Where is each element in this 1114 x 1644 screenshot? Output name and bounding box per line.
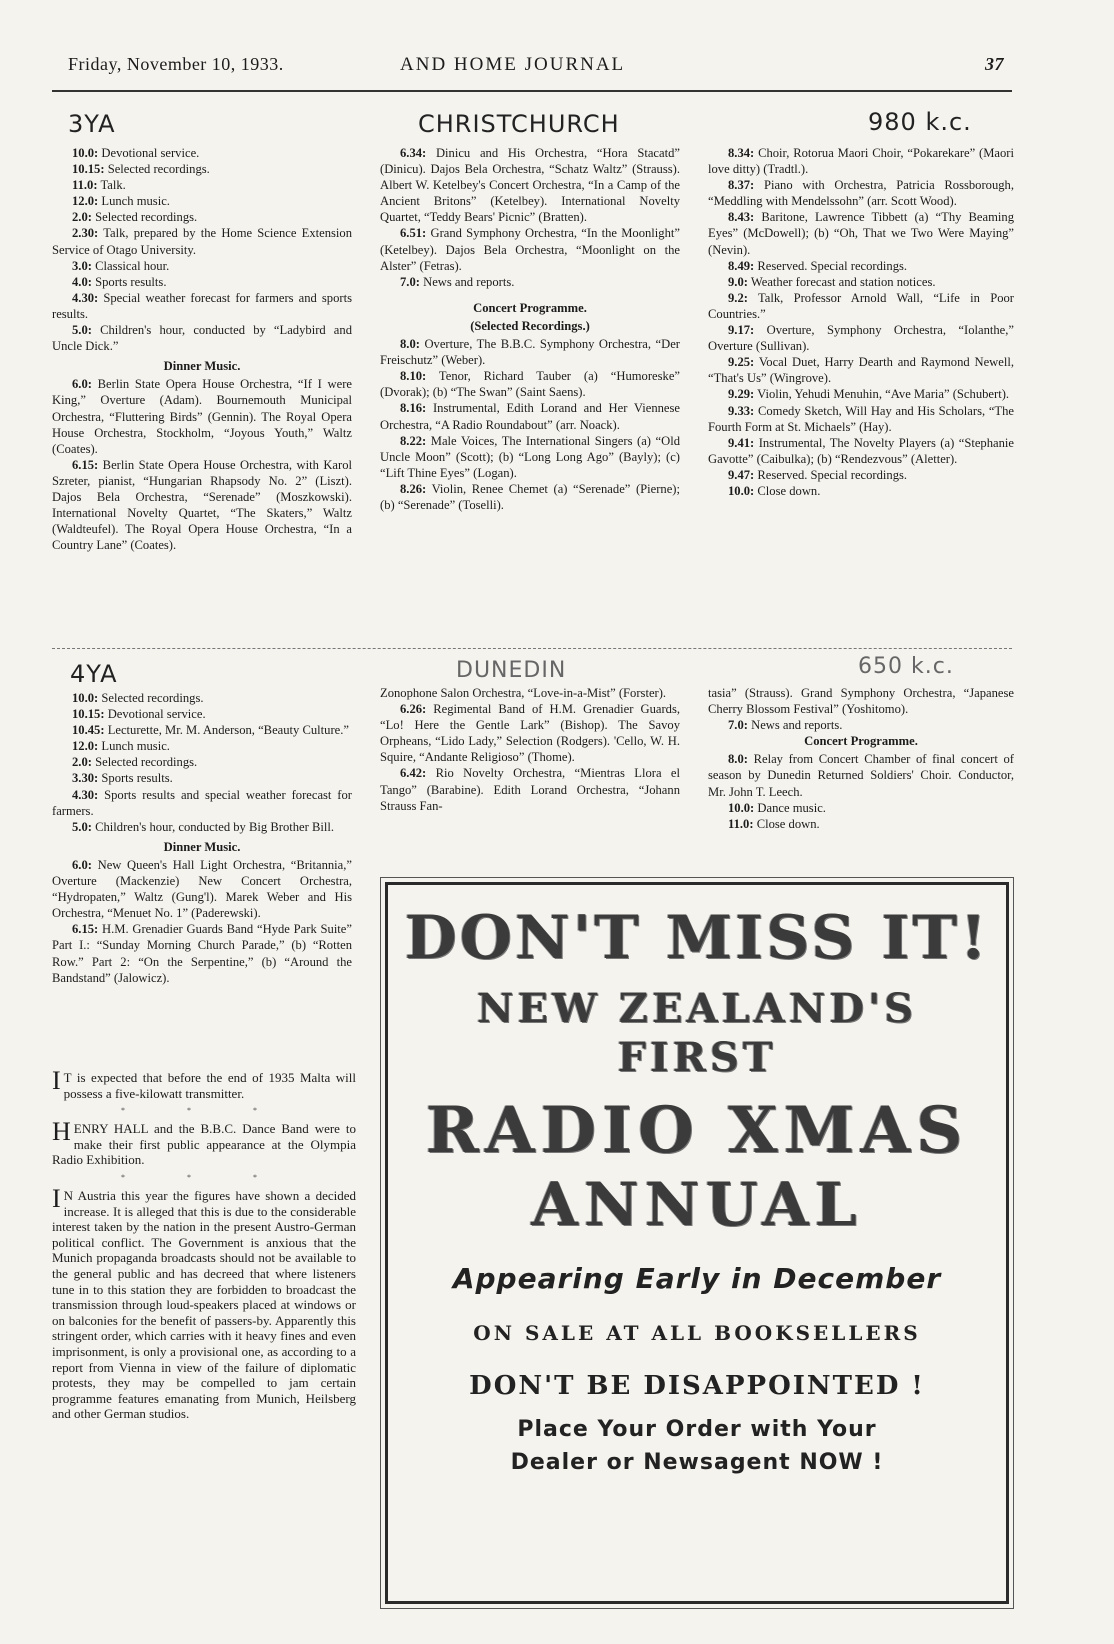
programme-text: Sports results. <box>101 771 173 786</box>
dunedin-dinner-heading: Dinner Music. <box>163 839 241 854</box>
programme-text: Relay from Concert Chamber of final concert of season by Dunedin Returned Soldiers' Choir. Conductor, Mr. John T. Leech. <box>708 752 1014 799</box>
news-austria: I N Austria this year the figures have shown a decided increase. It is alleged that this is due to the considerable interest taken by the nation in the present Austro-German political conflict. The Government is anxious that the Munich propaganda broadcasts should not be available to the general public and has decreed that where listeners tune in to this station they are forbidden to broadcast the transmission through loud-speakers placed at windows or on balconies for the benefit of passers-by. Apparently this stringent order, which carries with it heavy fines and even imprisonment, is only a provisional one, as according to a report from Vienna in view of the failure of diplomatic protests, they may be compelled to jam certain programme features emanating from Munich, Heilsberg and other German studios. <box>52 1183 356 1422</box>
programme-text: Special weather forecast for farmers and sports results. <box>52 290 352 321</box>
programme-text: News and reports. <box>751 718 843 733</box>
programme-time: 8.49: <box>728 258 755 273</box>
christchurch-frequency: 980 k.c. <box>868 108 972 136</box>
programme-item <box>380 336 680 368</box>
programme-item <box>52 738 352 754</box>
programme-text: Children's hour, conducted by “Ladybird and Uncle Dick.” <box>52 323 352 354</box>
programme-text: Devotional service. <box>107 707 206 722</box>
programme-item <box>52 722 352 738</box>
programme-item <box>52 209 352 225</box>
programme-text: Piano with Orchestra, Patricia Rossborough, “Meddling with Mendelssohn” (arr. Scott Wood). <box>708 178 1014 209</box>
programme-time: 6.51: <box>400 226 427 241</box>
news-malta: I T is expected that before the end of 1935 Malta will possess a five-kilowatt transmitter. <box>52 1066 356 1101</box>
programme-item <box>380 368 680 400</box>
programme-time: 4.30: <box>72 290 99 305</box>
programme-item <box>380 433 680 481</box>
programme-text: Selected recordings. <box>95 755 198 770</box>
christchurch-col2b-list <box>380 336 680 513</box>
programme-text: Sports results and special weather forecast for farmers. <box>52 787 352 818</box>
programme-text: Lecturette, Mr. M. Anderson, “Beauty Culture.” <box>107 723 350 738</box>
programme-item <box>380 400 680 432</box>
dunedin-col3-intro: tasia” (Strauss). Grand Symphony Orchestra, “Japanese Cherry Blossom Festival” (Yoshitomo). <box>708 686 1014 717</box>
christchurch-concert-heading: Concert Programme. <box>473 300 587 315</box>
section-divider <box>52 648 1012 649</box>
programme-text: Instrumental, The Novelty Players (a) “Stephanie Gavotte” (Caibulka); (b) “Rendezvous” (Aletter). <box>708 435 1014 466</box>
programme-time: 11.0: <box>72 178 98 193</box>
christchurch-concert-subheading: (Selected Recordings.) <box>470 318 590 333</box>
programme-item <box>708 435 1014 467</box>
ad-line-dealer: Dealer or Newsagent NOW ! <box>510 1450 884 1475</box>
programme-text: Dinicu and His Orchestra, “Hora Stacatd” (Dinicu). Dajos Bela Orchestra, “Schatz Waltz” (Strauss). Albert W. Ketelbey's Concert Orchestra, “In a Camp of the Ancient Britons” (Ketelbey). International Novelty Quartet, “Teddy Bears' Picnic” (Bratten). <box>380 146 680 225</box>
dunedin-col1-list <box>52 690 352 835</box>
programme-item <box>380 225 680 273</box>
programme-item <box>52 258 352 274</box>
programme-item <box>708 290 1014 322</box>
programme-time: 5.0: <box>72 323 92 338</box>
ad-headline: DON'T MISS IT! <box>404 903 990 973</box>
programme-text: Reserved. Special recordings. <box>757 467 908 482</box>
programme-item <box>52 274 352 290</box>
programme-text: Vocal Duet, Harry Dearth and Raymond Newell, “That's Us” (Wingrove). <box>708 355 1014 386</box>
ad-line-on-sale: ON SALE AT ALL BOOKSELLERS <box>473 1321 921 1345</box>
programme-time: 5.0: <box>72 819 92 834</box>
programme-item <box>708 177 1014 209</box>
christchurch-city: CHRISTCHURCH <box>418 110 620 138</box>
programme-time: 10.0: <box>72 691 99 705</box>
programme-text: Close down. <box>756 816 820 831</box>
programme-item <box>52 457 352 554</box>
dunedin-col2-list <box>380 701 680 814</box>
ad-line-first: FIRST <box>617 1034 777 1081</box>
programme-time: 8.22: <box>400 433 427 448</box>
programme-item <box>52 857 352 921</box>
programme-time: 9.29: <box>728 387 755 402</box>
dunedin-column-3 <box>708 685 1014 832</box>
programme-text: Selected recordings. <box>101 691 204 705</box>
programme-text: Weather forecast and station notices. <box>750 274 936 289</box>
programme-item <box>708 386 1014 402</box>
programme-time: 10.15: <box>72 707 105 722</box>
programme-time: 8.37: <box>728 178 755 193</box>
programme-item <box>52 770 352 786</box>
christchurch-col2-list <box>380 145 680 290</box>
programme-text: Talk. <box>100 178 126 193</box>
programme-time: 8.34: <box>728 146 755 160</box>
programme-text: Selected recordings. <box>107 162 210 177</box>
christchurch-col3-list <box>708 145 1014 499</box>
programme-item <box>52 706 352 722</box>
programme-text: Violin, Renee Chemet (a) “Serenade” (Pierne); (b) “Serenade” (Toselli). <box>380 481 680 512</box>
programme-time: 8.16: <box>400 401 427 416</box>
programme-time: 9.41: <box>728 435 755 450</box>
ad-line-place-order: Place Your Order with Your <box>517 1417 877 1442</box>
programme-item <box>708 354 1014 386</box>
separator: * * * <box>121 1172 287 1182</box>
programme-text: Sports results. <box>95 274 167 289</box>
programme-item <box>52 690 352 706</box>
programme-item <box>52 376 352 456</box>
programme-time: 12.0: <box>72 194 99 209</box>
christchurch-column-1 <box>52 145 352 553</box>
programme-text: Overture, The B.B.C. Symphony Orchestra, “Der Freischutz” (Weber). <box>380 337 680 368</box>
dunedin-col2-intro: Zonophone Salon Orchestra, “Love-in-a-Mist” (Forster). <box>380 686 667 700</box>
programme-item <box>52 225 352 257</box>
programme-text: Lunch music. <box>101 739 170 754</box>
programme-time: 4.30: <box>72 787 99 802</box>
programme-item <box>380 274 680 290</box>
programme-text: News and reports. <box>423 274 515 289</box>
programme-text: Lunch music. <box>101 194 170 209</box>
programme-text: Berlin State Opera House Orchestra, “If I were King,” Overture (Adam). Bournemouth Municipal Orchestra, “Fluttering Birds” (Gennin). The Royal Opera House Orchestra, Stockholm, “Joyous Youth,” Waltz (Coates). <box>52 377 352 456</box>
programme-item <box>52 819 352 835</box>
programme-time: 12.0: <box>72 739 99 754</box>
programme-item <box>52 921 352 985</box>
programme-item <box>52 177 352 193</box>
programme-text: Berlin State Opera House Orchestra, with Karol Szreter, pianist, “Hungarian Rhapsody No. 2” (Liszt). Dajos Bela Orchestra, “Serenade” (Moszkowski). International Novelty Quartet, “The Skaters,” Waltz (Waldteufel). The Royal Opera House Orchestra, “In a Country Lane” (Coates). <box>52 457 353 553</box>
programme-time: 6.0: <box>72 857 92 872</box>
programme-time: 7.0: <box>728 718 748 733</box>
separator: * * * <box>121 1106 287 1116</box>
programme-time: 6.15: <box>72 922 99 937</box>
programme-time: 2.0: <box>72 210 92 225</box>
programme-time: 6.0: <box>72 377 92 392</box>
programme-time: 11.0: <box>728 816 754 831</box>
programme-item <box>52 161 352 177</box>
programme-time: 10.0: <box>728 800 755 815</box>
programme-text: New Queen's Hall Light Orchestra, “Britannia,” Overture (Mackenzie) New Concert Orchestra, “Hydropaten,” Waltz (Gung'l). Marek Weber and His Orchestra, “Menuet No. 1” (Paderewski). <box>52 857 352 921</box>
programme-text: Children's hour, conducted by Big Brother Bill. <box>95 819 335 834</box>
programme-item <box>708 209 1014 257</box>
programme-item <box>52 193 352 209</box>
page-number: 37 <box>985 54 1004 74</box>
programme-time: 8.0: <box>728 752 748 767</box>
programme-time: 9.17: <box>728 323 755 338</box>
programme-item <box>52 754 352 770</box>
programme-text: Choir, Rotorua Maori Choir, “Pokarekare” (Maori love ditty) (Tradtl.). <box>708 146 1014 177</box>
ad-line-radio-xmas: RADIO XMAS <box>425 1093 969 1168</box>
programme-item <box>380 481 680 513</box>
programme-time: 10.0: <box>728 483 755 498</box>
ad-line-annual: ANNUAL <box>531 1170 863 1240</box>
programme-time: 6.34: <box>400 146 427 160</box>
ad-line-dont-be-disappointed: DON'T BE DISAPPOINTED ! <box>469 1371 925 1401</box>
dunedin-call-sign: 4YA <box>70 660 118 688</box>
dropcap: I <box>52 1183 61 1213</box>
programme-text: Regimental Band of H.M. Grenadier Guards, “Lo! Here the Gentle Lark” (Bishop). The Savoy Orpheans, “Lido Lady,” Selection (Rodgers). 'Cello, W. H. Squire, “Andante Religioso” (Thome). <box>380 702 680 765</box>
programme-item <box>708 816 1014 832</box>
ad-line-appearing: Appearing Early in December <box>452 1262 942 1295</box>
programme-text: Classical hour. <box>95 258 170 273</box>
programme-text: Baritone, Lawrence Tibbett (a) “Thy Beaming Eyes” (McDowell); (b) “Oh, That we Two Were Maying” (Nevin). <box>708 210 1014 257</box>
programme-time: 3.0: <box>72 258 92 273</box>
dropcap: I <box>52 1066 61 1095</box>
news-henry-hall: HENRY HALL and the B.B.C. Dance Band were to make their first public appearance at the Olympia Radio Exhibition. <box>52 1117 356 1168</box>
programme-text: Talk, Professor Arnold Wall, “Life in Poor Countries.” <box>708 290 1014 321</box>
programme-text: Dance music. <box>757 800 826 815</box>
programme-text: Rio Novelty Orchestra, “Mientras Llora el Tango” (Barabine). Edith Lorand Orchestra, “Johann Strauss Fan- <box>380 766 681 813</box>
programme-item <box>708 322 1014 354</box>
dunedin-col3-list <box>708 717 1014 733</box>
programme-time: 9.47: <box>728 467 755 482</box>
programme-text: Reserved. Special recordings. <box>757 258 908 273</box>
programme-text: Grand Symphony Orchestra, “In the Moonlight” (Ketelbey). Dajos Bela Orchestra, “Moonlight on the Alster” (Fetras). <box>380 226 680 273</box>
christchurch-dinner-heading: Dinner Music. <box>163 359 241 374</box>
ad-line-new-zealands: NEW ZEALAND'S <box>476 985 918 1032</box>
dunedin-concert-heading: Concert Programme. <box>804 734 918 749</box>
programme-time: 9.2: <box>728 290 748 305</box>
programme-text: Devotional service. <box>101 146 200 160</box>
radio-xmas-annual-advert <box>385 882 1009 1604</box>
christchurch-col1-list <box>52 145 352 354</box>
header-rule <box>52 90 1012 92</box>
programme-item <box>708 467 1014 483</box>
dunedin-col1b-list <box>52 857 352 986</box>
programme-item <box>708 145 1014 177</box>
dunedin-column-2 <box>380 685 680 814</box>
programme-time: 10.45: <box>72 723 105 738</box>
programme-item <box>708 717 1014 733</box>
christchurch-call-sign: 3YA <box>68 110 116 138</box>
programme-item <box>708 483 1014 499</box>
programme-item <box>52 145 352 161</box>
dunedin-frequency: 650 k.c. <box>858 654 954 679</box>
programme-text: Comedy Sketch, Will Hay and His Scholars, “The Fourth Form at St. Michaels” (Hay). <box>708 403 1015 434</box>
programme-text: Talk, prepared by the Home Science Extension Service of Otago University. <box>52 226 352 257</box>
programme-time: 10.15: <box>72 162 105 177</box>
programme-time: 4.0: <box>72 274 92 289</box>
programme-time: 10.0: <box>72 146 99 160</box>
programme-text: Tenor, Richard Tauber (a) “Humoreske” (Dvorak); (b) “The Swan” (Saint Saens). <box>380 369 681 400</box>
programme-item <box>380 701 680 765</box>
programme-text: Close down. <box>757 483 821 498</box>
programme-text: Violin, Yehudi Menuhin, “Ave Maria” (Schubert). <box>757 387 1010 402</box>
christchurch-col1b-list <box>52 376 352 553</box>
programme-item <box>52 787 352 819</box>
programme-text: Selected recordings. <box>95 210 198 225</box>
programme-item <box>708 274 1014 290</box>
programme-item <box>708 751 1014 799</box>
programme-item <box>380 765 680 813</box>
programme-text: Instrumental, Edith Lorand and Her Viennese Orchestra, “A Radio Roundabout” (arr. Noack). <box>380 401 680 432</box>
programme-time: 8.0: <box>400 337 420 352</box>
programme-time: 2.30: <box>72 226 99 241</box>
dunedin-col3b-list <box>708 751 1014 831</box>
programme-item <box>708 403 1014 435</box>
programme-time: 8.10: <box>400 369 427 384</box>
programme-text: Overture, Symphony Orchestra, “Iolanthe,” Overture (Sullivan). <box>708 323 1014 354</box>
programme-time: 9.25: <box>728 355 755 370</box>
programme-time: 6.42: <box>400 766 427 781</box>
christchurch-column-2 <box>380 145 680 513</box>
programme-item <box>52 290 352 322</box>
programme-text: H.M. Grenadier Guards Band “Hyde Park Suite” Part I.: “Sunday Morning Church Parade,” (b) “Rotten Row.” Part 2: “On the Serpentine,” (b) “Around the Bandstand” (Jalowicz). <box>52 922 352 985</box>
programme-item <box>52 322 352 354</box>
programme-time: 7.0: <box>400 274 420 289</box>
dunedin-city: DUNEDIN <box>456 658 567 683</box>
programme-time: 6.15: <box>72 457 99 472</box>
programme-time: 3.30: <box>72 771 99 786</box>
programme-item <box>708 800 1014 816</box>
header-journal-title: AND HOME JOURNAL <box>400 54 626 75</box>
programme-item <box>708 258 1014 274</box>
christchurch-column-3 <box>708 145 1014 499</box>
dunedin-column-1 <box>52 690 352 986</box>
programme-time: 9.33: <box>728 403 755 418</box>
programme-item <box>380 145 680 225</box>
programme-text: Male Voices, The International Singers (a) “Old Uncle Moon” (Scott); (b) “Long Long Ago” (Bayly); (c) “Lift Thine Eyes” (Logan). <box>380 433 680 480</box>
dropcap: H <box>52 1117 71 1147</box>
programme-time: 2.0: <box>72 755 92 770</box>
news-column <box>52 1066 356 1428</box>
programme-time: 8.26: <box>400 481 427 496</box>
programme-time: 9.0: <box>728 274 748 289</box>
header-date: Friday, November 10, 1933. <box>68 54 284 74</box>
programme-time: 6.26: <box>400 702 427 717</box>
programme-time: 8.43: <box>728 210 755 225</box>
